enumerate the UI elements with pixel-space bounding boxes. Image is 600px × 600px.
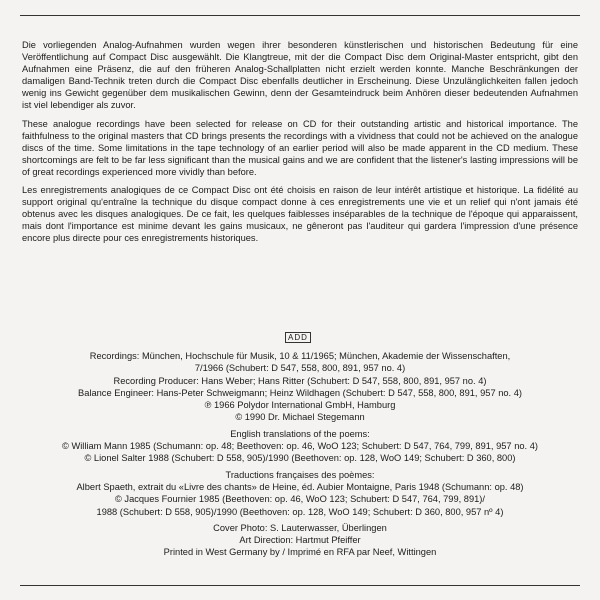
credit-english-1: © William Mann 1985 (Schumann: op. 48; Beethoven: op. 46, WoO 123; Schubert: D 547, 764, 799, 891, 957 no. 4): [62, 441, 538, 452]
credit-french-2: © Jacques Fournier 1985 (Beethoven: op. 46, WoO 123; Schubert: D 547, 764, 799, 891)/: [114, 494, 485, 505]
credit-recordings-cont: 7/1966 (Schubert: D 547, 558, 800, 891, 957 no. 4): [194, 363, 406, 374]
credit-english-2: © Lionel Salter 1988 (Schubert: D 558, 905)/1990 (Beethoven: op. 128, WoO 149; Schubert: D 360, 800): [84, 453, 516, 464]
credit-french-heading: Traductions françaises des poèmes:: [225, 469, 375, 480]
top-rule: [20, 15, 580, 16]
credit-cover-photo: Cover Photo: S. Lauterwasser, Überlingen: [213, 522, 387, 533]
notes-english: These analogue recordings have been selected for release on CD for their outstanding artistic and historical importance. The faithfulness to the original masters that CD brings presents the recordings with a vividness that could not be achieved on the analogue discs of the time. Some limitations in the tape technology of an earlier period will also be made apparent in the CD medium. These shortcomings are felt to be far less significant than the musical gains and we are confident that the listener's lasting impressions will be of great recordings experienced more vividly than before.: [22, 118, 578, 177]
credit-english-heading: English translations of the poems:: [230, 428, 370, 439]
credit-french-3: 1988 (Schubert: D 558, 905)/1990 (Beethoven: op. 128, WoO 149; Schubert: D 360, 800, 957 nº 4): [96, 506, 504, 517]
credits-block: [16, 350, 584, 559]
add-recording-badge: ADD: [285, 332, 311, 343]
credit-art-direction: Art Direction: Hartmut Pfeiffer: [239, 535, 361, 546]
credit-french-1: Albert Spaeth, extrait du «Livre des chants» de Heine, éd. Aubier Montaigne, Paris 1948 (Schumann: op. 48): [76, 481, 524, 492]
credit-recordings: Recordings: München, Hochschule für Musik, 10 & 11/1965; München, Akademie der Wissenschaften,: [89, 351, 511, 361]
credit-producer: Recording Producer: Hans Weber; Hans Ritter (Schubert: D 547, 558, 800, 891, 957 no. 4): [113, 375, 487, 386]
notes-german: Die vorliegenden Analog-Aufnahmen wurden wegen ihrer besonderen künstlerischen und historischen Bedeutung für eine Veröffentlichung auf Compact Disc ausgewählt. Die Klangtreue, mit der die Compact Disc dem Original-Master entspricht, gibt den Aufnahmen eine Präsenz, die auf den früheren Analog-Schallplatten nicht erzielt werden konnte. Manche Beschränkungen der damaligen Band-Technik treten durch die Compact Disc ebenfalls deutlicher in Erscheinung. Diese Unzulänglichkeiten fallen jedoch wenig ins Gewicht gegenüber dem musikalischen Gewinn, denn der Gesamteindruck beim Anhören dieser bedeutenden Aufnahmen ist viel lebendiger als zuvor.: [22, 40, 578, 111]
credit-engineer: Balance Engineer: Hans-Peter Schweigmann; Heinz Wildhagen (Schubert: D 547, 558, 800, 891, 957 no. 4): [78, 387, 522, 398]
liner-notes: [22, 39, 578, 251]
bottom-rule: [20, 585, 580, 586]
notes-french: Les enregistrements analogiques de ce Compact Disc ont été choisis en raison de leur intérêt artistique et historique. La fidélité au support original qu'entraîne la technique du disque compact donne à ces enregistrements une vie et un relief qui n'ont jamais été obtenus avec les disques analogiques. De ce fait, les quelques faiblesses inséparables de la technique de l'époque qui apparaissent, mais dont l'importance est minime devant les gains musicaux, ne gêneront pas l'auditeur qui gardera l'impression d'une présence encore plus directe pour ces enregistrements historiques.: [22, 185, 578, 244]
credit-phonogram: ℗ 1966 Polydor International GmbH, Hamburg: [204, 400, 396, 411]
credit-copyright: © 1990 Dr. Michael Stegemann: [235, 412, 365, 423]
credit-printed: Printed in West Germany by / Imprimé en RFA par Neef, Wittingen: [163, 547, 437, 558]
